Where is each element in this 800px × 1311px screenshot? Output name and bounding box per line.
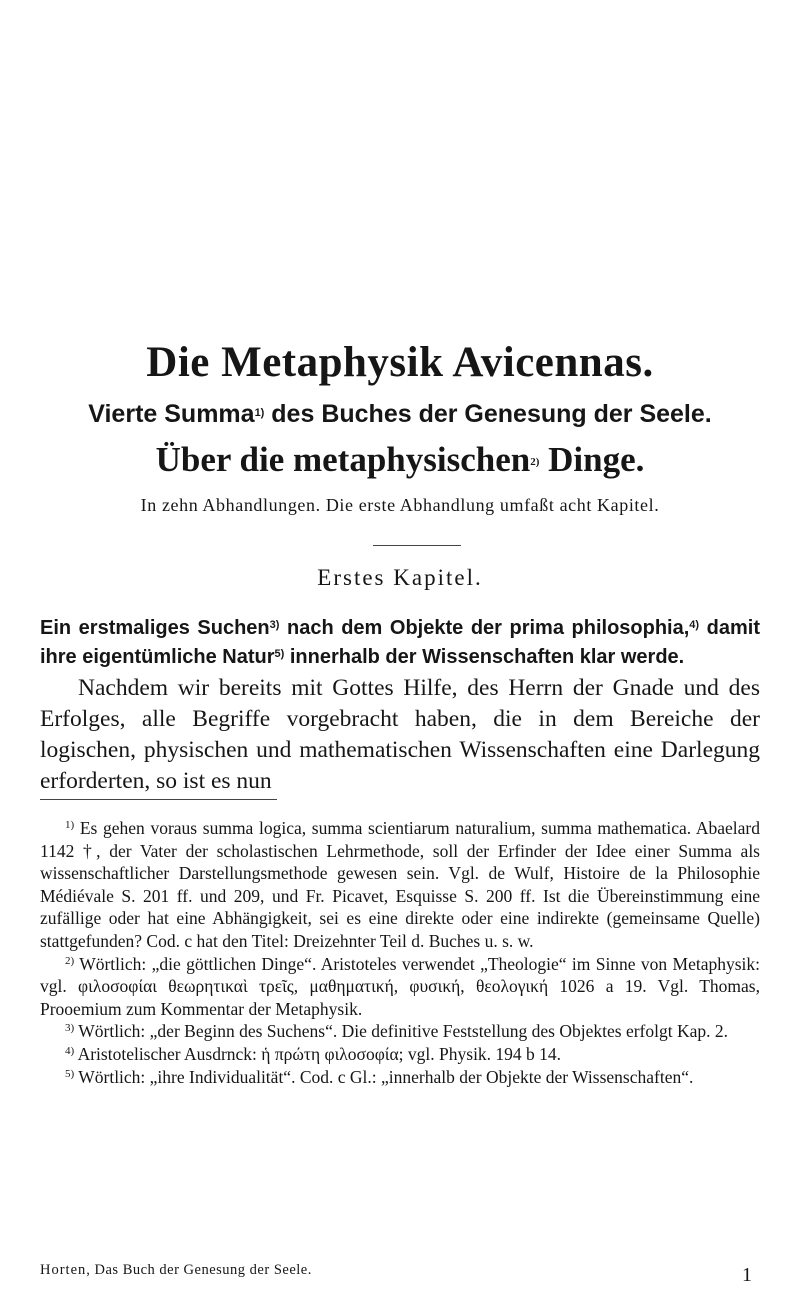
lead-text-2: nach dem Objekte der prima philosophia, xyxy=(279,617,690,639)
signature-author: Horten xyxy=(40,1262,87,1278)
page-number: 1 xyxy=(742,1264,752,1286)
page-title: Die Metaphysik Avicennas. xyxy=(146,339,654,386)
footnote xyxy=(40,1043,760,1066)
chapter-lead xyxy=(40,614,760,672)
footnote-divider xyxy=(40,799,277,800)
footnote xyxy=(40,1020,760,1043)
footnote-ref-1: 1) xyxy=(254,407,265,419)
footnote-text: Aristotelischer Ausdrnck: ἡ πρώτη φιλοσοφία; vgl. Physik. 194 b 14. xyxy=(74,1043,562,1064)
page-footer xyxy=(40,1262,760,1286)
footnote-mark: 5) xyxy=(65,1067,75,1080)
footnote-mark: 2) xyxy=(65,954,75,967)
footnote xyxy=(40,817,760,953)
lead-text-3: damit ihre eigentümliche Natur xyxy=(40,617,760,668)
signature-title: , Das Buch der Genesung der Seele. xyxy=(86,1262,312,1278)
signature-line xyxy=(40,1262,312,1279)
subtitle-text-end: des Buches der Genesung der Seele. xyxy=(264,400,712,428)
short-divider xyxy=(373,545,461,546)
lead-text-1: Ein erstmaliges Suchen xyxy=(40,617,270,639)
subtitle-text: Vierte Summa xyxy=(88,400,255,428)
footnote-text: Wörtlich: „die göttlichen Dinge“. Aristoteles verwendet „Theologie“ im Sinne von Metaphysik: vgl. φιλοσοφίαι θεωρητικαὶ τρεῖς, μαθηματική, φυσική, θεολογική 1026 a 19. Vgl. Thomas, Prooemium zum Kommentar der Metaphysik. xyxy=(40,953,760,1019)
section-heading xyxy=(50,440,750,480)
footnote-mark: 3) xyxy=(65,1022,75,1035)
footnote-mark: 1) xyxy=(65,819,75,831)
footnote-ref-4: 4) xyxy=(689,619,700,631)
footnote xyxy=(40,953,760,1021)
footnote-ref-2: 2) xyxy=(530,456,540,468)
body-paragraph: Nachdem wir bereits mit Gottes Hilfe, des Herrn der Gnade und des Erfolges, alle Begriffe vorgebracht haben, die in dem Bereiche der logischen, physischen und mathematischen Wissenschaften eine Darlegung erforderten, so ist es nun xyxy=(40,675,760,794)
footnote-mark: 4) xyxy=(65,1044,75,1057)
intro-line: In zehn Abhandlungen. Die erste Abhandlung umfaßt acht Kapitel. xyxy=(140,495,660,515)
footnote xyxy=(40,1066,760,1089)
footnote-ref-5: 5) xyxy=(274,648,285,660)
subtitle xyxy=(50,400,750,429)
lead-text-4: innerhalb der Wissenschaften klar werde. xyxy=(284,646,685,668)
chapter-title: Erstes Kapitel. xyxy=(317,565,483,590)
footnote-text: Wörtlich: „der Beginn des Suchens“. Die definitive Feststellung des Objektes erfolgt Kap. 2. xyxy=(74,1021,729,1042)
footnote-ref-3: 3) xyxy=(269,619,280,631)
section-heading-text: Über die metaphysischen xyxy=(155,440,531,479)
footnote-text: Wörtlich: „ihre Individualität“. Cod. c Gl.: „innerhalb der Objekte der Wissenschaften“. xyxy=(74,1066,694,1087)
footnotes xyxy=(40,817,760,1088)
section-heading-text-end: Dinge. xyxy=(539,440,645,479)
footnote-text: Es gehen voraus summa logica, summa scientiarum naturalium, summa mathematica. Abaelard 1142 †, der Vater der scholastischen Lehrmethode, soll der Erfinder der Idee einer Summa als wissenschaftlicher Darstellungsmethode gewesen sein. Vgl. de Wulf, Histoire de la Philosophie Médiévale S. 201 ff. und 209, und Fr. Picavet, Esquisse S. 200 ff. Ist die Übereinstimmung eine zufällige oder hat eine Abhängigkeit, sei es eine direkte oder eine indirekte (gemeinsame Quelle) stattgefunden? Cod. c hat den Titel: Dreizehnter Teil d. Buches u. s. w. xyxy=(40,818,760,951)
